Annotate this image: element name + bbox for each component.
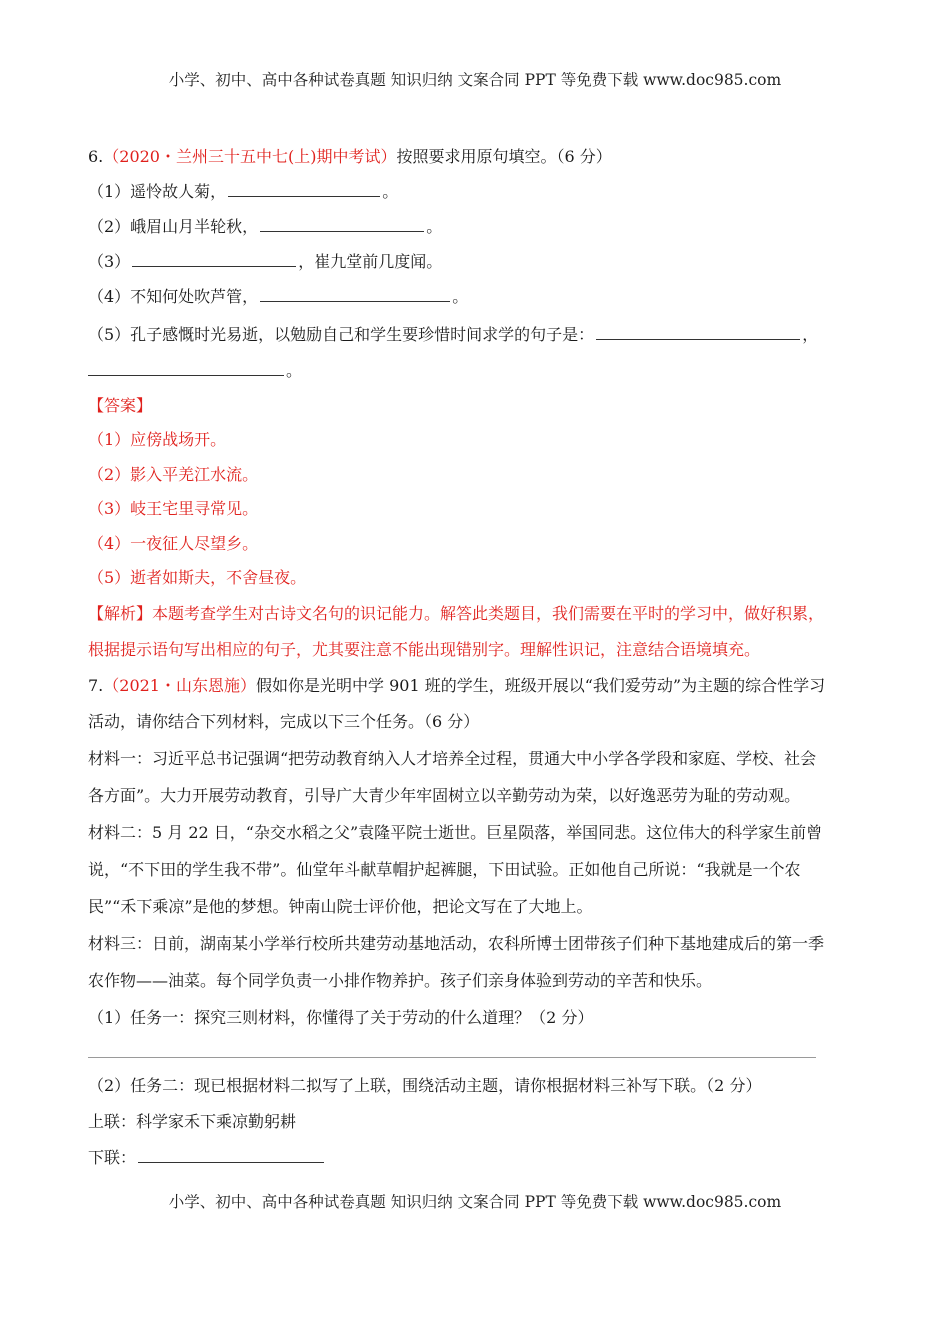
q6-prompt: 按照要求用原句填空。（6 分） (396, 147, 612, 166)
page-header: 小学、初中、高中各种试卷真题 知识归纳 文案合同 PPT 等免费下载 www.doc985.com (168, 71, 782, 89)
q6-title (88, 146, 612, 168)
answer-blank[interactable] (228, 182, 380, 197)
answer-line[interactable] (88, 1057, 816, 1058)
task-1: （1）任务一：探究三则材料，你懂得了关于劳动的什么道理？（2 分） (88, 1008, 594, 1027)
answer-3: （3）岐王宅里寻常见。 (88, 499, 259, 518)
material-2-line-3: 民”“禾下乘凉”是他的梦想。钟南山院士评价他，把论文写在了大地上。 (88, 897, 593, 916)
material-1-line-2: 各方面”。大力开展劳动教育，引导广大青少年牢固树立以辛勤劳动为荣，以好逸恶劳为耻的劳动观。 (88, 786, 801, 805)
q6-item-4-end: 。 (452, 287, 469, 306)
answer-blank[interactable] (596, 325, 800, 340)
q6-item-1 (88, 181, 398, 203)
q6-item-1-text: （1）遥怜故人菊， (88, 182, 227, 201)
q6-item-2-end: 。 (426, 217, 443, 236)
material-2-line-1: 材料二：5 月 22 日，“杂交水稻之父”袁隆平院士逝世。巨星陨落，举国同悲。这位伟大的科学家生前曾 (88, 823, 823, 842)
q6-item-5-comma: ， (802, 325, 819, 344)
q6-item-5-text: （5）孔子感慨时光易逝，以勉励自己和学生要珍惜时间求学的句子是： (88, 325, 595, 344)
answer-2: （2）影入平羌江水流。 (88, 465, 259, 484)
q6-source: （2020・兰州三十五中七(上)期中考试） (103, 147, 397, 166)
q7-source: （2021・山东恩施） (103, 676, 256, 695)
material-1-line-1: 材料一：习近平总书记强调“把劳动教育纳入人才培养全过程，贯通大中小学各学段和家庭、学校、社会 (88, 749, 817, 768)
material-3-line-1: 材料三：日前，湖南某小学举行校所共建劳动基地活动，农科所博士团带孩子们种下基地建成后的第一季 (88, 934, 825, 953)
q6-item-1-end: 。 (382, 182, 399, 201)
q6-item-2-text: （2）峨眉山月半轮秋， (88, 217, 259, 236)
q7-number: 7. (88, 676, 104, 695)
q6-item-5-cont (88, 360, 302, 382)
answer-1: （1）应傍战场开。 (88, 430, 227, 449)
answer-5: （5）逝者如斯夫，不舍昼夜。 (88, 568, 307, 587)
answer-blank[interactable] (88, 361, 284, 376)
q7-intro-line-2: 活动，请你结合下列材料，完成以下三个任务。（6 分） (88, 712, 480, 731)
q6-item-3 (88, 251, 442, 273)
task-2: （2）任务二：现已根据材料二拟写了上联，围绕活动主题，请你根据材料三补写下联。（2 分） (88, 1076, 762, 1095)
analysis-line-1: 【解析】本题考查学生对古诗文名句的识记能力。解答此类题目，我们需要在平时的学习中，做好积累， (88, 604, 825, 623)
lower-couplet (88, 1147, 326, 1169)
material-2-line-2: 说，“不下田的学生我不带”。仙堂年斗献草帽护起裤腿，下田试验。正如他自己所说：“我就是一个农 (88, 860, 801, 879)
material-3-line-2: 农作物——油菜。每个同学负责一小排作物养护。孩子们亲身体验到劳动的辛苦和快乐。 (88, 971, 713, 990)
q7-intro: 假如你是光明中学 901 班的学生，班级开展以“我们爱劳动”为主题的综合性学习 (256, 676, 826, 695)
page-footer: 小学、初中、高中各种试卷真题 知识归纳 文案合同 PPT 等免费下载 www.doc985.com (168, 1193, 782, 1211)
upper-couplet: 上联：科学家禾下乘凉勤躬耕 (88, 1112, 297, 1131)
answer-blank[interactable] (138, 1148, 324, 1163)
analysis-line-2: 根据提示语句写出相应的句子，尤其要注意不能出现错别字。理解性识记，注意结合语境填充。 (88, 640, 761, 659)
q6-item-3-end: ，崔九堂前几度闻。 (298, 252, 443, 271)
q6-item-3-text: （3） (88, 252, 131, 271)
q6-item-4-text: （4）不知何处吹芦管， (88, 287, 259, 306)
q7-title (88, 675, 825, 697)
q6-item-2 (88, 216, 442, 238)
lower-couplet-label: 下联： (88, 1148, 137, 1167)
answer-4: （4）一夜征人尽望乡。 (88, 534, 259, 553)
answer-blank[interactable] (132, 252, 296, 267)
q6-item-5-end: 。 (286, 361, 303, 380)
answer-blank[interactable] (260, 287, 450, 302)
q6-number: 6. (88, 147, 104, 166)
q6-item-4 (88, 286, 468, 308)
answer-blank[interactable] (260, 217, 424, 232)
answer-label: 【答案】 (88, 396, 153, 415)
q6-item-5 (88, 324, 818, 346)
